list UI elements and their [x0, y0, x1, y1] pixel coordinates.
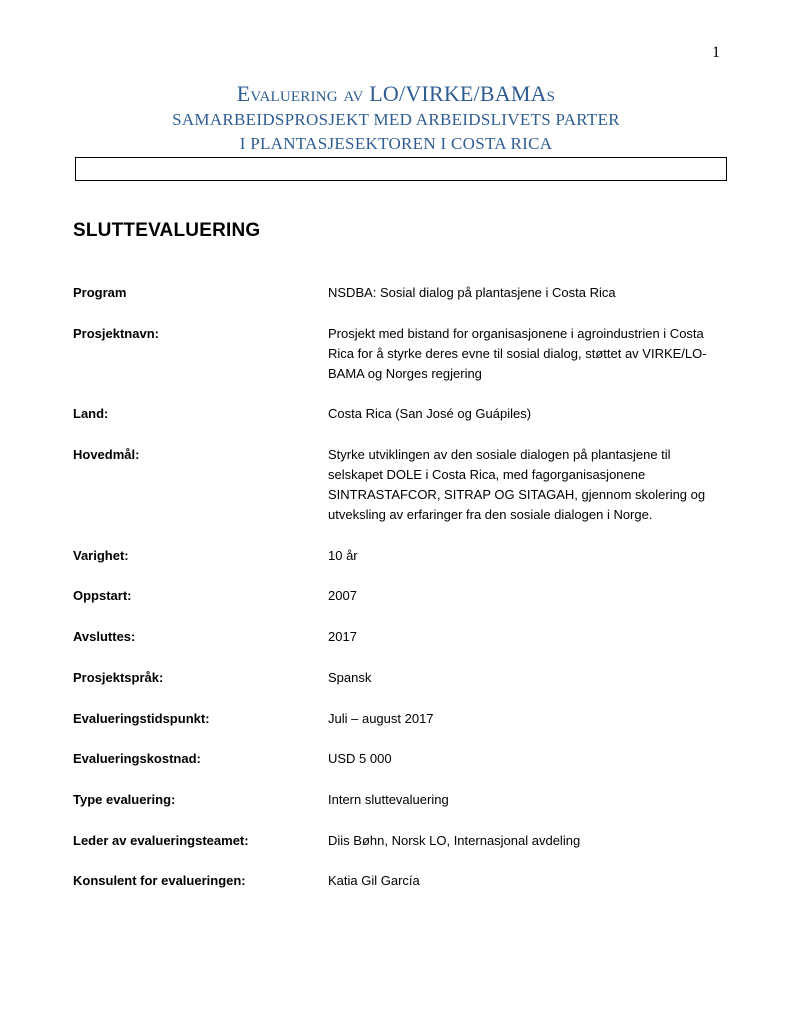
- info-label: Evalueringskostnad:: [73, 751, 201, 767]
- info-row-evalueringskostnad: [73, 749, 723, 769]
- info-row-varighet: [73, 546, 723, 566]
- info-row-program: [73, 283, 723, 303]
- info-label: Evalueringstidspunkt:: [73, 710, 210, 726]
- info-row-land: [73, 404, 723, 424]
- page-number: 1: [712, 44, 720, 61]
- info-value: Juli – august 2017: [328, 710, 434, 726]
- info-label: Hovedmål:: [73, 447, 140, 463]
- info-value: 10 år: [328, 547, 358, 563]
- info-row-avsluttes: [73, 627, 723, 647]
- info-row-prosjektsprak: [73, 668, 723, 688]
- info-value: Diis Bøhn, Norsk LO, Internasjonal avdeling: [328, 832, 581, 848]
- info-row-hovedmal: [73, 445, 723, 525]
- info-value: 2007: [328, 588, 357, 604]
- info-label: Avsluttes:: [73, 629, 136, 645]
- info-row-konsulent: [73, 871, 723, 891]
- title-line-2: SAMARBEIDSPROSJEKT MED ARBEIDSLIVETS PARTER: [172, 110, 620, 129]
- info-value: Katia Gil García: [328, 873, 420, 889]
- info-value: NSDBA: Sosial dialog på plantasjene i Costa Rica: [328, 285, 616, 300]
- project-info-list: [73, 283, 723, 912]
- info-value: Spansk: [328, 669, 372, 685]
- info-label: Program: [73, 285, 127, 300]
- info-row-oppstart: [73, 586, 723, 606]
- info-value: Styrke utviklingen av den sosiale dialogen på plantasjene til selskapet DOLE i Costa Rica, med fagorganisasjonene SINTRASTAFCOR, SITRAP OG SITAGAH, gjennom skolering og utveksling av erfaringer fra den sosiale dialogen i Norge.: [328, 447, 706, 523]
- info-label: Varighet:: [73, 547, 129, 563]
- title-line-1: Evaluering av LO/VIRKE/BAMAs: [236, 81, 556, 106]
- info-value: Costa Rica (San José og Guápiles): [328, 406, 532, 422]
- info-label: Konsulent for evalueringen:: [73, 873, 246, 889]
- info-value: Intern sluttevaluering: [328, 791, 449, 807]
- info-row-leder: [73, 831, 723, 851]
- info-label: Type evaluering:: [73, 791, 176, 807]
- title-line-3: I PLANTASJESEKTOREN I COSTA RICA: [239, 134, 553, 153]
- title-underline-box: [75, 157, 727, 181]
- info-value: Prosjekt med bistand for organisasjonene i agroindustrien i Costa Rica for å styrke deres evne til sosial dialog, støttet av VIRKE/LO-BAMA og Norges regjering: [328, 325, 707, 381]
- info-label: Prosjektnavn:: [73, 325, 159, 341]
- info-label: Prosjektspråk:: [73, 669, 164, 685]
- info-value: USD 5 000: [328, 751, 392, 767]
- info-row-type-evaluering: [73, 790, 723, 810]
- info-label: Leder av evalueringsteamet:: [73, 832, 249, 848]
- info-row-prosjektnavn: [73, 324, 723, 384]
- info-value: 2017: [328, 629, 357, 645]
- info-label: Oppstart:: [73, 588, 132, 604]
- document-title: [0, 80, 792, 156]
- info-row-evalueringstidspunkt: [73, 709, 723, 729]
- info-label: Land:: [73, 406, 109, 422]
- section-heading: SLUTTEVALUERING: [73, 220, 261, 241]
